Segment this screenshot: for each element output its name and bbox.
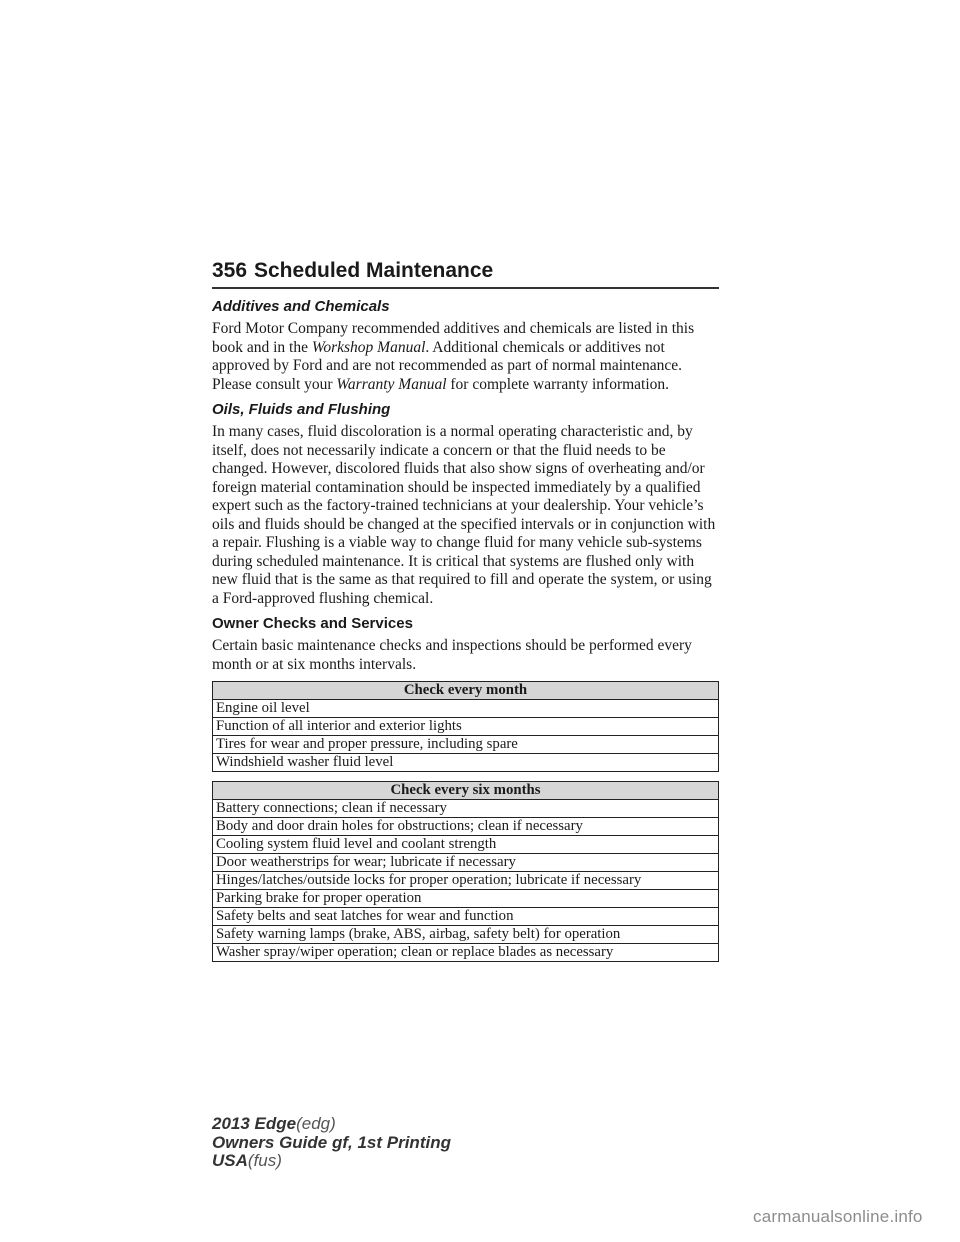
table-cell: Safety warning lamps (brake, ABS, airbag, safety belt) for operation: [213, 926, 719, 944]
page-footer: [212, 1115, 451, 1171]
watermark: carmanualsonline.info: [753, 1207, 923, 1226]
table-row: [213, 754, 719, 772]
table-cell: Washer spray/wiper operation; clean or replace blades as necessary: [213, 944, 719, 962]
table-row: [213, 944, 719, 962]
six-month-checks-table: [212, 781, 719, 962]
footer-market: USA: [212, 1151, 248, 1170]
table-cell: Body and door drain holes for obstructions; clean if necessary: [213, 818, 719, 836]
monthly-table-header: Check every month: [213, 682, 719, 700]
table-cell: Cooling system fluid level and coolant strength: [213, 836, 719, 854]
table-row: [213, 872, 719, 890]
table-row: [213, 800, 719, 818]
table-row: [213, 926, 719, 944]
table-cell: Engine oil level: [213, 700, 719, 718]
table-row: [213, 854, 719, 872]
table-row: [213, 736, 719, 754]
additives-paragraph: [212, 320, 719, 394]
six-month-table-header: Check every six months: [213, 782, 719, 800]
workshop-manual-ref: Workshop Manual: [311, 338, 426, 356]
footer-guide: Owners Guide gf, 1st Printing: [212, 1132, 451, 1152]
footer-market-code: (fus): [247, 1151, 282, 1170]
table-header-row: [213, 682, 719, 700]
table-cell: Tires for wear and proper pressure, including spare: [213, 736, 719, 754]
table-row: [213, 718, 719, 736]
table-row: [213, 890, 719, 908]
page-header: [212, 255, 719, 289]
monthly-checks-table: [212, 681, 719, 772]
footer-model: 2013 Edge: [212, 1114, 297, 1133]
table-row: [213, 908, 719, 926]
footer-model-code: (edg): [296, 1114, 336, 1133]
owner-checks-heading: Owner Checks and Services: [212, 615, 413, 632]
table-header-row: [213, 782, 719, 800]
table-row: [213, 836, 719, 854]
oils-heading: Oils, Fluids and Flushing: [212, 401, 391, 418]
footer-market-line: [212, 1152, 451, 1171]
table-cell: Battery connections; clean if necessary: [213, 800, 719, 818]
page-number: 356: [212, 259, 248, 282]
table-cell: Windshield washer fluid level: [213, 754, 719, 772]
additives-heading: Additives and Chemicals: [212, 298, 390, 315]
additives-text-3: for complete warranty information.: [446, 375, 670, 393]
warranty-manual-ref: Warranty Manual: [336, 375, 447, 393]
table-cell: Safety belts and seat latches for wear and function: [213, 908, 719, 926]
table-cell: Parking brake for proper operation: [213, 890, 719, 908]
additives-text-1: Ford Motor Company recommended additives and chemicals are listed in this book and in the: [212, 320, 695, 356]
table-row: [213, 818, 719, 836]
table-cell: Hinges/latches/outside locks for proper operation; lubricate if necessary: [213, 872, 719, 890]
table-cell: Function of all interior and exterior lights: [213, 718, 719, 736]
table-cell: Door weatherstrips for wear; lubricate if necessary: [213, 854, 719, 872]
footer-model-line: [212, 1115, 451, 1134]
section-title: Scheduled Maintenance: [254, 259, 494, 282]
page-content: [212, 298, 719, 971]
owner-checks-paragraph: Certain basic maintenance checks and inspections should be performed every month or at six months intervals.: [212, 637, 692, 673]
oils-paragraph: In many cases, fluid discoloration is a normal operating characteristic and, by itself, does not necessarily indicate a concern or that the fluid needs to be changed. However, discolored fluids that also show signs of overheating and/or foreign material contamination should be inspected immediately by a qualified expert such as the factory-trained technicians at your dealership. Your vehicle’s oils and fluids should be changed at the specified intervals or in conjunction with a repair. Flushing is a viable way to change fluid for many vehicle sub-systems during scheduled maintenance. It is critical that systems are flushed only with new fluid that is the same as that required to fill and operate the system, or using a Ford-approved flushing chemical.: [212, 423, 716, 607]
additives-text-2: . Additional chemicals or additives not approved by Ford and are not recommended as part of normal maintenance. Please consult your: [212, 338, 682, 393]
table-row: [213, 700, 719, 718]
